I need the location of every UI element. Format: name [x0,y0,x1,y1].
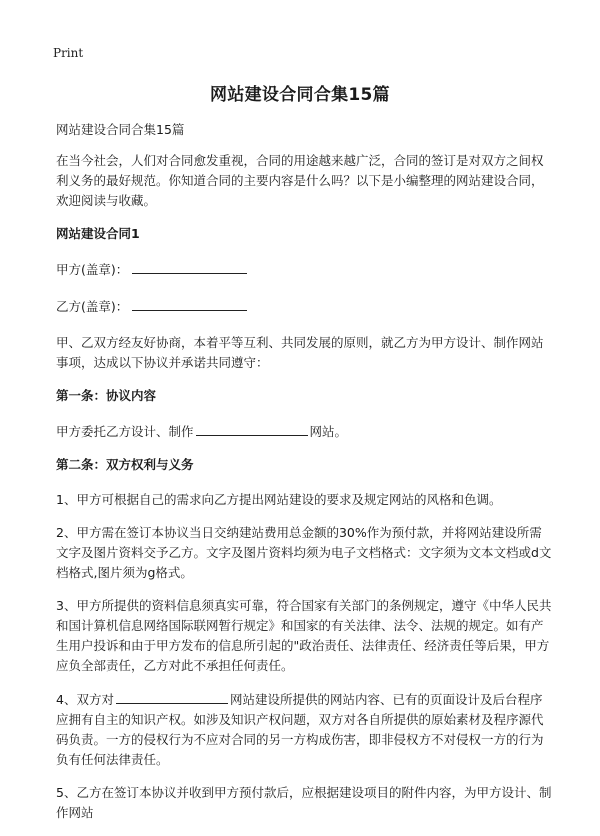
article1-paragraph [56,421,552,442]
article2-item-4 [56,689,552,770]
preamble-paragraph: 甲、乙双方经友好协商，本着平等互利、共同发展的原则，就乙方为甲方设计、制作网站事项，达成以下协议并承诺共同遵守： [56,335,544,370]
article1-text-before: 甲方委托乙方设计、制作 [56,424,194,439]
article2-item-5: 5、乙方在签订本协议并收到甲方预付款后，应根据建设项目的附件内容，为甲方设计、制作网站 [56,785,552,820]
article2-heading: 第二条：双方权利与义务 [56,457,194,472]
party-b-signature-blank [132,296,247,311]
article2-item-1: 1、甲方可根据自己的需求向乙方提出网站建设的要求及规定网站的风格和色调。 [56,492,502,507]
item4-website-blank [116,689,228,704]
document-subtitle: 网站建设合同合集15篇 [56,122,185,137]
website-name-blank [196,421,308,436]
intro-paragraph: 在当今社会，人们对合同愈发重视，合同的用途越来越广泛，合同的签订是对双方之间权利义务的最好规范。你知道合同的主要内容是什么吗？以下是小编整理的网站建设合同，欢迎阅读与收藏。 [56,153,544,208]
contract-heading: 网站建设合同1 [56,226,140,241]
article2-item-3: 3、甲方所提供的资料信息须真实可靠，符合国家有关部门的条例规定，遵守《中华人民共和国计算机信息网络国际联网暂行规定》和国家的有关法律、法令、法规的规定。如有产生用户投诉和由于甲方发布的信息所引起的"政治责任、法律责任、经济责任等后果，甲方应负全部责任，乙方对此不承担任何责任。 [56,598,552,673]
item4-text-after: 网站建设所提供的网站内容、已有的页面设计及后台程序应拥有自主的知识产权。如涉及知识产权问题，双方对各自所提供的原始素材及程序源代码负责。一方的侵权行为不应对合同的另一方构成伤害，即非侵权方不对侵权一方的行为负有任何法律责任。 [56,692,544,767]
item4-text-before: 4、双方对 [56,692,114,707]
article2-item-2: 2、甲方需在签订本协议当日交纳建站费用总金额的30%作为预付款，并将网站建设所需文字及图片资料交予乙方。文字及图片资料均须为电子文档格式：文字须为文本文档或d文档格式,图片须为g格式。 [56,525,552,580]
article1-heading: 第一条：协议内容 [56,388,157,403]
party-a-label: 甲方(盖章)： [56,262,129,277]
print-label[interactable]: Print [53,46,84,60]
party-a-signature-blank [132,259,247,274]
document-body [56,120,552,836]
document-title: 网站建设合同合集15篇 [210,85,390,105]
party-b-field [56,296,552,317]
party-b-label: 乙方(盖章)： [56,299,129,314]
party-a-field [56,259,552,280]
article1-text-after: 网站。 [309,424,348,439]
